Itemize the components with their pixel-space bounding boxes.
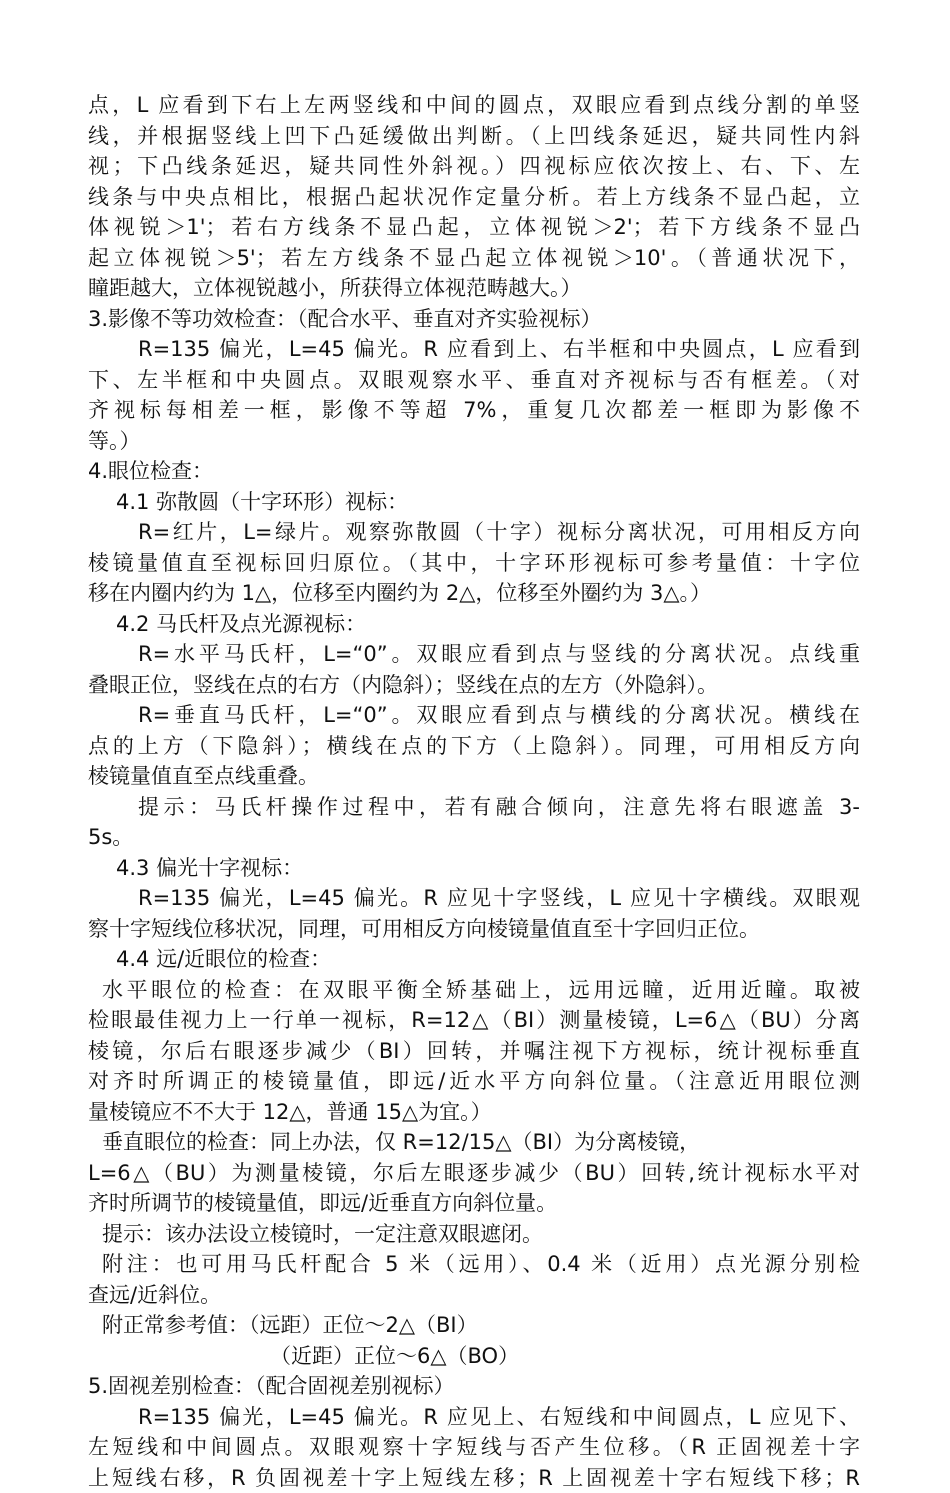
paragraph-line: 起立体视锐＞5'；若左方线条不显凸起立体视锐＞10'。（普通状况下， <box>88 243 860 274</box>
section-heading: 3.影像不等功效检查：（配合水平、垂直对齐实验视标） <box>88 304 860 335</box>
paragraph-line: 等。） <box>88 426 860 457</box>
paragraph-line: 棱镜量值直至视标回归原位。（其中，十字环形视标可参考量值：十字位 <box>88 548 860 579</box>
tip-line: 提示：马氏杆操作过程中，若有融合倾向，注意先将右眼遮盖 3- <box>88 792 860 823</box>
paragraph-line: 量棱镜应不不大于 12△，普通 15△为宜。） <box>88 1097 860 1128</box>
section-heading: 5.固视差别检查：（配合固视差别视标） <box>88 1371 860 1402</box>
section-heading: 4.眼位检查： <box>88 456 860 487</box>
paragraph-line: 齐时所调节的棱镜量值，即远/近垂直方向斜位量。 <box>88 1188 860 1219</box>
paragraph-line: 齐视标每相差一框，影像不等超 7%，重复几次都差一框即为影像不 <box>88 395 860 426</box>
tip-line: 5s。 <box>88 822 860 853</box>
paragraph-line: 线条与中央点相比，根据凸起状况作定量分析。若上方线条不显凸起，立 <box>88 182 860 213</box>
paragraph-line: 察十字短线位移状况，同理，可用相反方向棱镜量值直至十字回归正位。 <box>88 914 860 945</box>
paragraph-line: R=垂直马氏杆，L=“0”。双眼应看到点与横线的分离状况。横线在 <box>88 700 860 731</box>
paragraph-line: 视；下凸线条延迟，疑共同性外斜视。）四视标应依次按上、右、下、左 <box>88 151 860 182</box>
paragraph-line: 对齐时所调正的棱镜量值，即远/近水平方向斜位量。（注意近用眼位测 <box>88 1066 860 1097</box>
reference-line: （近距）正位～6△（BO） <box>88 1341 860 1372</box>
subsection-heading: 4.4 远/近眼位的检查： <box>88 944 860 975</box>
paragraph-line: R=135 偏光，L=45 偏光。R 应见上、右短线和中间圆点，L 应见下、 <box>88 1402 860 1433</box>
paragraph-line: 下、左半框和中央圆点。双眼观察水平、垂直对齐视标与否有框差。（对 <box>88 365 860 396</box>
paragraph-line: 左短线和中间圆点。双眼观察十字短线与否产生位移。（R 正固视差十字 <box>88 1432 860 1463</box>
paragraph-line: R=135 偏光，L=45 偏光。R 应看到上、右半框和中央圆点，L 应看到 <box>88 334 860 365</box>
paragraph-line: 移在内圈内约为 1△，位移至内圈约为 2△，位移至外圈约为 3△。） <box>88 578 860 609</box>
paragraph-line: 点，L 应看到下右上左两竖线和中间的圆点，双眼应看到点线分割的单竖 <box>88 90 860 121</box>
paragraph-line: R=135 偏光，L=45 偏光。R 应见十字竖线，L 应见十字横线。双眼观 <box>88 883 860 914</box>
paragraph-line: R=红片，L=绿片。观察弥散圆（十字）视标分离状况，可用相反方向 <box>88 517 860 548</box>
paragraph-line: 点的上方（下隐斜）；横线在点的下方（上隐斜）。同理，可用相反方向 <box>88 731 860 762</box>
paragraph-line: L=6△（BU）为测量棱镜，尔后左眼逐步减少（BU）回转,统计视标水平对 <box>88 1158 860 1189</box>
document-page <box>88 90 860 1493</box>
subsection-heading: 4.2 马氏杆及点光源视标： <box>88 609 860 640</box>
paragraph-line: 叠眼正位，竖线在点的右方（内隐斜）；竖线在点的左方（外隐斜）。 <box>88 670 860 701</box>
paragraph-line: 水平眼位的检查：在双眼平衡全矫基础上，远用远瞳，近用近瞳。取被 <box>88 975 860 1006</box>
paragraph-line: 体视锐＞1'；若右方线条不显凸起，立体视锐＞2'；若下方线条不显凸 <box>88 212 860 243</box>
note-line: 查远/近斜位。 <box>88 1280 860 1311</box>
paragraph-line: R=水平马氏杆，L=“0”。双眼应看到点与竖线的分离状况。点线重 <box>88 639 860 670</box>
paragraph-line: 棱镜，尔后右眼逐步减少（BI）回转，并嘱注视下方视标，统计视标垂直 <box>88 1036 860 1067</box>
subsection-heading: 4.1 弥散圆（十字环形）视标： <box>88 487 860 518</box>
note-line: 附注：也可用马氏杆配合 5 米（远用）、0.4 米（近用）点光源分别检 <box>88 1249 860 1280</box>
paragraph-line: 垂直眼位的检查：同上办法，仅 R=12/15△（BI）为分离棱镜， <box>88 1127 860 1158</box>
reference-line: 附正常参考值：（远距）正位～2△（BI） <box>88 1310 860 1341</box>
paragraph-line: 检眼最佳视力上一行单一视标，R=12△（BI）测量棱镜，L=6△（BU）分离 <box>88 1005 860 1036</box>
paragraph-line: 瞳距越大，立体视锐越小，所获得立体视范畴越大。） <box>88 273 860 304</box>
tip-line: 提示：该办法设立棱镜时，一定注意双眼遮闭。 <box>88 1219 860 1250</box>
paragraph-line: 线，并根据竖线上凹下凸延缓做出判断。（上凹线条延迟，疑共同性内斜 <box>88 121 860 152</box>
paragraph-line: 棱镜量值直至点线重叠。 <box>88 761 860 792</box>
paragraph-line: 上短线右移，R 负固视差十字上短线左移；R 上固视差十字右短线下移；R <box>88 1463 860 1493</box>
subsection-heading: 4.3 偏光十字视标： <box>88 853 860 884</box>
